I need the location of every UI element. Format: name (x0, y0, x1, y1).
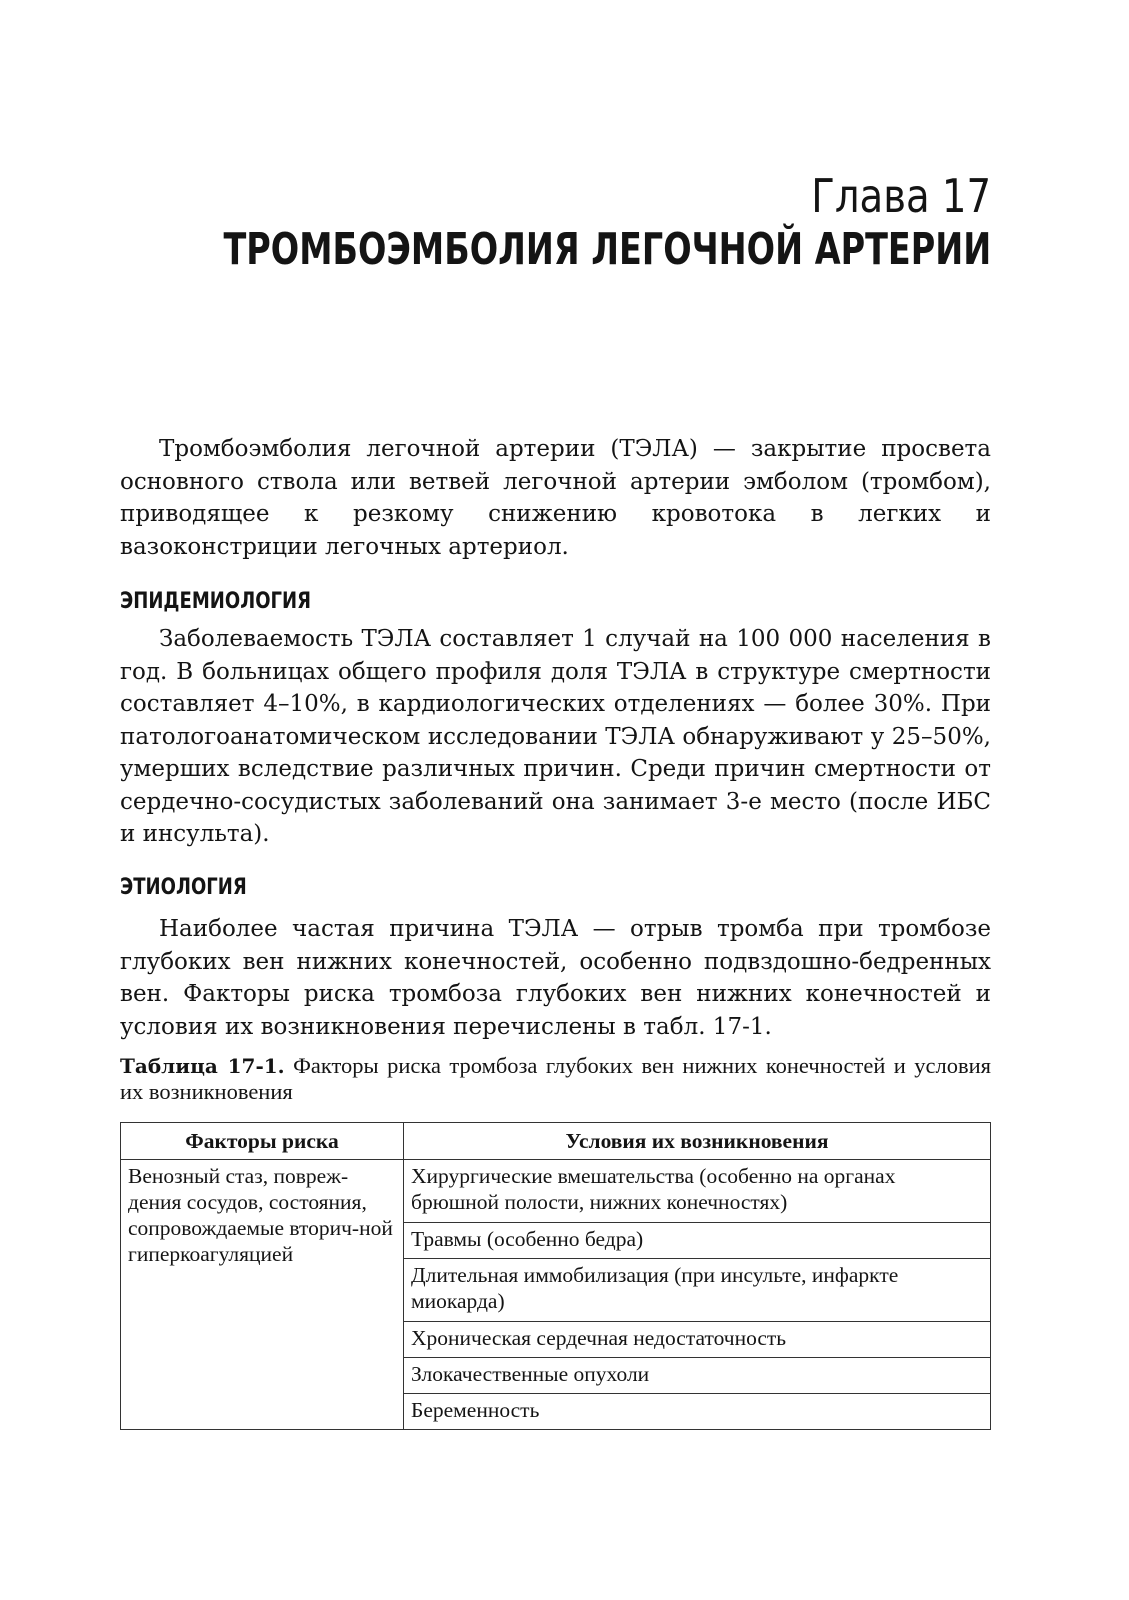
chapter-title: ТРОМБОЭМБОЛИЯ ЛЕГОЧНОЙ АРТЕРИИ (223, 224, 991, 275)
condition-cell: Беременность (404, 1394, 991, 1430)
chapter-number: Глава 17 (811, 169, 991, 223)
book-page (120, 0, 991, 1600)
intro-paragraph: Тромбоэмболия легочной артерии (ТЭЛА) — закрытие просвета основного ствола или ветвей легочной артерии эмболом (тромбом), приводящее к резкому снижению кровотока в легких и вазоконстриции легочных артериол. (120, 436, 991, 560)
section-heading-etiology: ЭТИОЛОГИЯ (120, 875, 247, 900)
condition-cell: Длительная иммобилизация (при инсульте, инфаркте миокарда) (404, 1259, 991, 1322)
section-heading-epidemiology: ЭПИДЕМИОЛОГИЯ (120, 589, 312, 614)
condition-cell: Травмы (особенно бедра) (404, 1223, 991, 1259)
table-caption-text: Факторы риска тромбоза глубоких вен нижних конечностей и условия их возникновения (120, 1053, 992, 1104)
risk-factors-table (120, 1122, 991, 1430)
table-header-cell: Факторы риска (121, 1123, 404, 1160)
condition-cell: Хроническая сердечная недостаточность (404, 1322, 991, 1358)
condition-cell: Хирургические вмешательства (особенно на органах брюшной полости, нижних конечностях) (404, 1160, 991, 1223)
risk-factor-cell: Венозный стаз, повреж-дения сосудов, состояния, сопровождаемые вторич-ной гиперкоагуляцией (121, 1160, 404, 1430)
etiology-paragraph: Наиболее частая причина ТЭЛА — отрыв тромба при тромбозе глубоких вен нижних конечностей, особенно подвздошно-бедренных вен. Факторы риска тромбоза глубоких вен нижних конечностей и условия их возникновения перечислены в табл. 17-1. (120, 916, 991, 1040)
table-header-row (121, 1123, 991, 1160)
epidemiology-paragraph: Заболеваемость ТЭЛА составляет 1 случай на 100 000 населения в год. В больницах общего профиля доля ТЭЛА в структуре смертности составляет 4–10%, в кардиологических отделениях — более 30%. При патологоанатомическом исследовании ТЭЛА обнаруживают у 25–50%, умерших вследствие различных причин. Среди причин смертности от сердечно-сосудистых заболеваний она занимает 3-е место (после ИБС и инсульта). (120, 626, 991, 847)
table-row (121, 1160, 991, 1223)
table-caption-label: Таблица 17-1. (120, 1054, 285, 1078)
table-caption (120, 1053, 991, 1105)
table-header-cell: Условия их возникновения (404, 1123, 991, 1160)
condition-cell: Злокачественные опухоли (404, 1358, 991, 1394)
